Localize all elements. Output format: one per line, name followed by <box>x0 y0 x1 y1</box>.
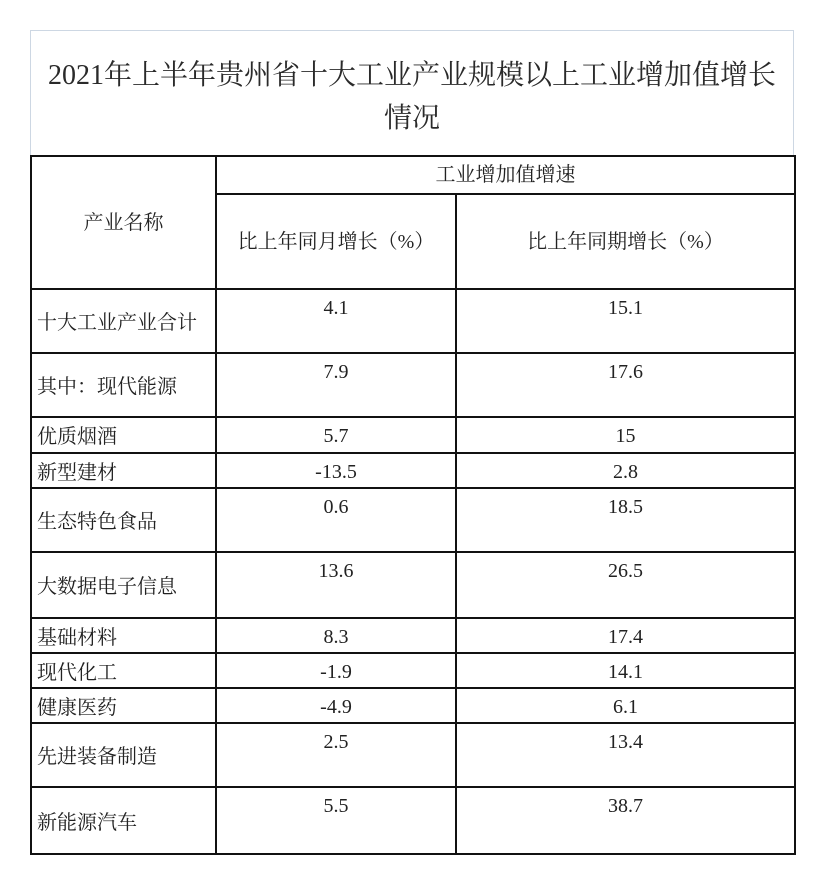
industry-name-cell: 基础材料 <box>31 618 216 653</box>
yoy-month-cell: 5.5 <box>216 787 456 854</box>
industry-name-cell: 现代化工 <box>31 653 216 688</box>
table-row <box>31 618 795 653</box>
yoy-period-cell: 15.1 <box>456 289 795 353</box>
growth-table <box>30 155 796 855</box>
yoy-month-cell: -13.5 <box>216 453 456 488</box>
table-row <box>31 488 795 552</box>
industry-name-cell: 新型建材 <box>31 453 216 488</box>
yoy-month-cell: 5.7 <box>216 417 456 453</box>
yoy-month-cell: -4.9 <box>216 688 456 723</box>
yoy-period-cell: 14.1 <box>456 653 795 688</box>
yoy-month-cell: 4.1 <box>216 289 456 353</box>
industry-name-cell: 生态特色食品 <box>31 488 216 552</box>
header-row-group <box>31 156 795 194</box>
yoy-period-cell: 2.8 <box>456 453 795 488</box>
header-industry-name: 产业名称 <box>31 156 216 289</box>
yoy-period-cell: 15 <box>456 417 795 453</box>
header-yoy-period: 比上年同期增长（%） <box>456 194 795 289</box>
yoy-period-cell: 6.1 <box>456 688 795 723</box>
table-row <box>31 787 795 854</box>
industry-name-cell: 健康医药 <box>31 688 216 723</box>
yoy-month-cell: -1.9 <box>216 653 456 688</box>
industry-name-cell: 其中：现代能源 <box>31 353 216 417</box>
table-row <box>31 653 795 688</box>
yoy-period-cell: 13.4 <box>456 723 795 787</box>
industry-name-cell: 十大工业产业合计 <box>31 289 216 353</box>
table-row <box>31 417 795 453</box>
page-title: 2021年上半年贵州省十大工业产业规模以上工业增加值增长情况 <box>47 60 776 134</box>
industry-name-cell: 先进装备制造 <box>31 723 216 787</box>
industry-name-cell: 优质烟酒 <box>31 417 216 453</box>
table-row <box>31 453 795 488</box>
header-yoy-month: 比上年同月增长（%） <box>216 194 456 289</box>
yoy-month-cell: 13.6 <box>216 552 456 618</box>
yoy-period-cell: 18.5 <box>456 488 795 552</box>
yoy-month-cell: 7.9 <box>216 353 456 417</box>
table-row <box>31 723 795 787</box>
table-row <box>31 688 795 723</box>
yoy-period-cell: 17.6 <box>456 353 795 417</box>
yoy-period-cell: 26.5 <box>456 552 795 618</box>
yoy-month-cell: 8.3 <box>216 618 456 653</box>
yoy-month-cell: 0.6 <box>216 488 456 552</box>
title-box <box>30 30 794 156</box>
table-row <box>31 552 795 618</box>
yoy-period-cell: 17.4 <box>456 618 795 653</box>
yoy-period-cell: 38.7 <box>456 787 795 854</box>
industry-name-cell: 大数据电子信息 <box>31 552 216 618</box>
yoy-month-cell: 2.5 <box>216 723 456 787</box>
table-row <box>31 353 795 417</box>
table-row <box>31 289 795 353</box>
industry-name-cell: 新能源汽车 <box>31 787 216 854</box>
header-group-label: 工业增加值增速 <box>216 156 795 194</box>
